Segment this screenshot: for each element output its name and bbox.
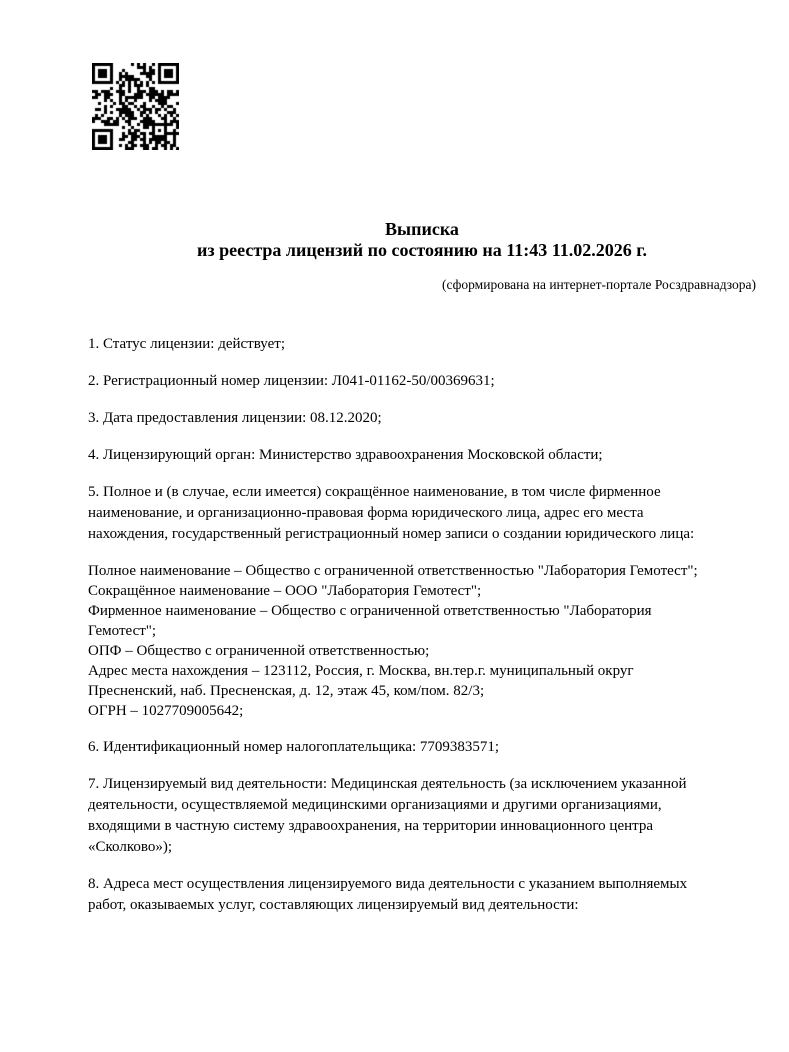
text-line: «Сколково»); <box>88 839 172 855</box>
text-line: 2. Регистрационный номер лицензии: Л041-01162-50/00369631; <box>88 373 495 389</box>
paragraph-organization-details <box>88 561 760 721</box>
text-line: наименование, и организационно-правовая форма юридического лица, адрес его места <box>88 505 644 521</box>
text-line: Пресненский, наб. Пресненская, д. 12, этаж 45, ком/пом. 82/3; <box>88 683 485 699</box>
text-line: Адрес места нахождения – 123112, Россия, г. Москва, вн.тер.г. муниципальный округ <box>88 663 634 679</box>
paragraph-taxpayer-id <box>88 737 760 758</box>
text-line: Сокращённое наименование – ООО "Лаборатория Гемотест"; <box>88 583 482 599</box>
text-line: ОГРН – 1027709005642; <box>88 703 244 719</box>
text-line: работ, оказываемых услуг, составляющих лицензируемый вид деятельности: <box>88 897 579 913</box>
qr-code-icon <box>92 63 179 150</box>
text-line: 5. Полное и (в случае, если имеется) сокращённое наименование, в том числе фирменное <box>88 484 661 500</box>
text-line: нахождения, государственный регистрационный номер записи о создании юридического лица: <box>88 526 695 542</box>
text-line: ОПФ – Общество с ограниченной ответственностью; <box>88 643 430 659</box>
paragraph-activity-addresses <box>88 874 760 916</box>
title-line-2: из реестра лицензий по состоянию на 11:43 11.02.2026 г. <box>197 240 647 260</box>
text-line: 1. Статус лицензии: действует; <box>88 336 285 352</box>
text-line: Фирменное наименование – Общество с ограниченной ответственностью "Лаборатория <box>88 603 652 619</box>
paragraph-organization-names-intro <box>88 482 760 545</box>
paragraph-licensed-activity <box>88 774 760 858</box>
text-line: 6. Идентификационный номер налогоплательщика: 7709383571; <box>88 739 500 755</box>
text-line: Полное наименование – Общество с ограниченной ответственностью "Лаборатория Гемотест"; <box>88 563 698 579</box>
document-body <box>88 334 760 932</box>
paragraph-licensing-authority <box>88 445 760 466</box>
text-line: Гемотест"; <box>88 623 157 639</box>
paragraph-license-status <box>88 334 760 355</box>
text-line: 8. Адреса мест осуществления лицензируемого вида деятельности с указанием выполняемых <box>88 876 688 892</box>
document-title <box>88 219 756 261</box>
paragraph-grant-date <box>88 408 760 429</box>
text-line: входящими в частную систему здравоохранения, на территории инновационного центра <box>88 818 654 834</box>
text-line: 7. Лицензируемый вид деятельности: Медицинская деятельность (за исключением указанной <box>88 776 687 792</box>
text-line: 3. Дата предоставления лицензии: 08.12.2020; <box>88 410 382 426</box>
text-line: 4. Лицензирующий орган: Министерство здравоохранения Московской области; <box>88 447 603 463</box>
title-line-1: Выписка <box>385 219 459 239</box>
generated-on-portal-note: (сформирована на интернет-портале Росздравнадзора) <box>441 277 756 292</box>
text-line: деятельности, осуществляемой медицинскими организациями и другими организациями, <box>88 797 662 813</box>
paragraph-registration-number <box>88 371 760 392</box>
